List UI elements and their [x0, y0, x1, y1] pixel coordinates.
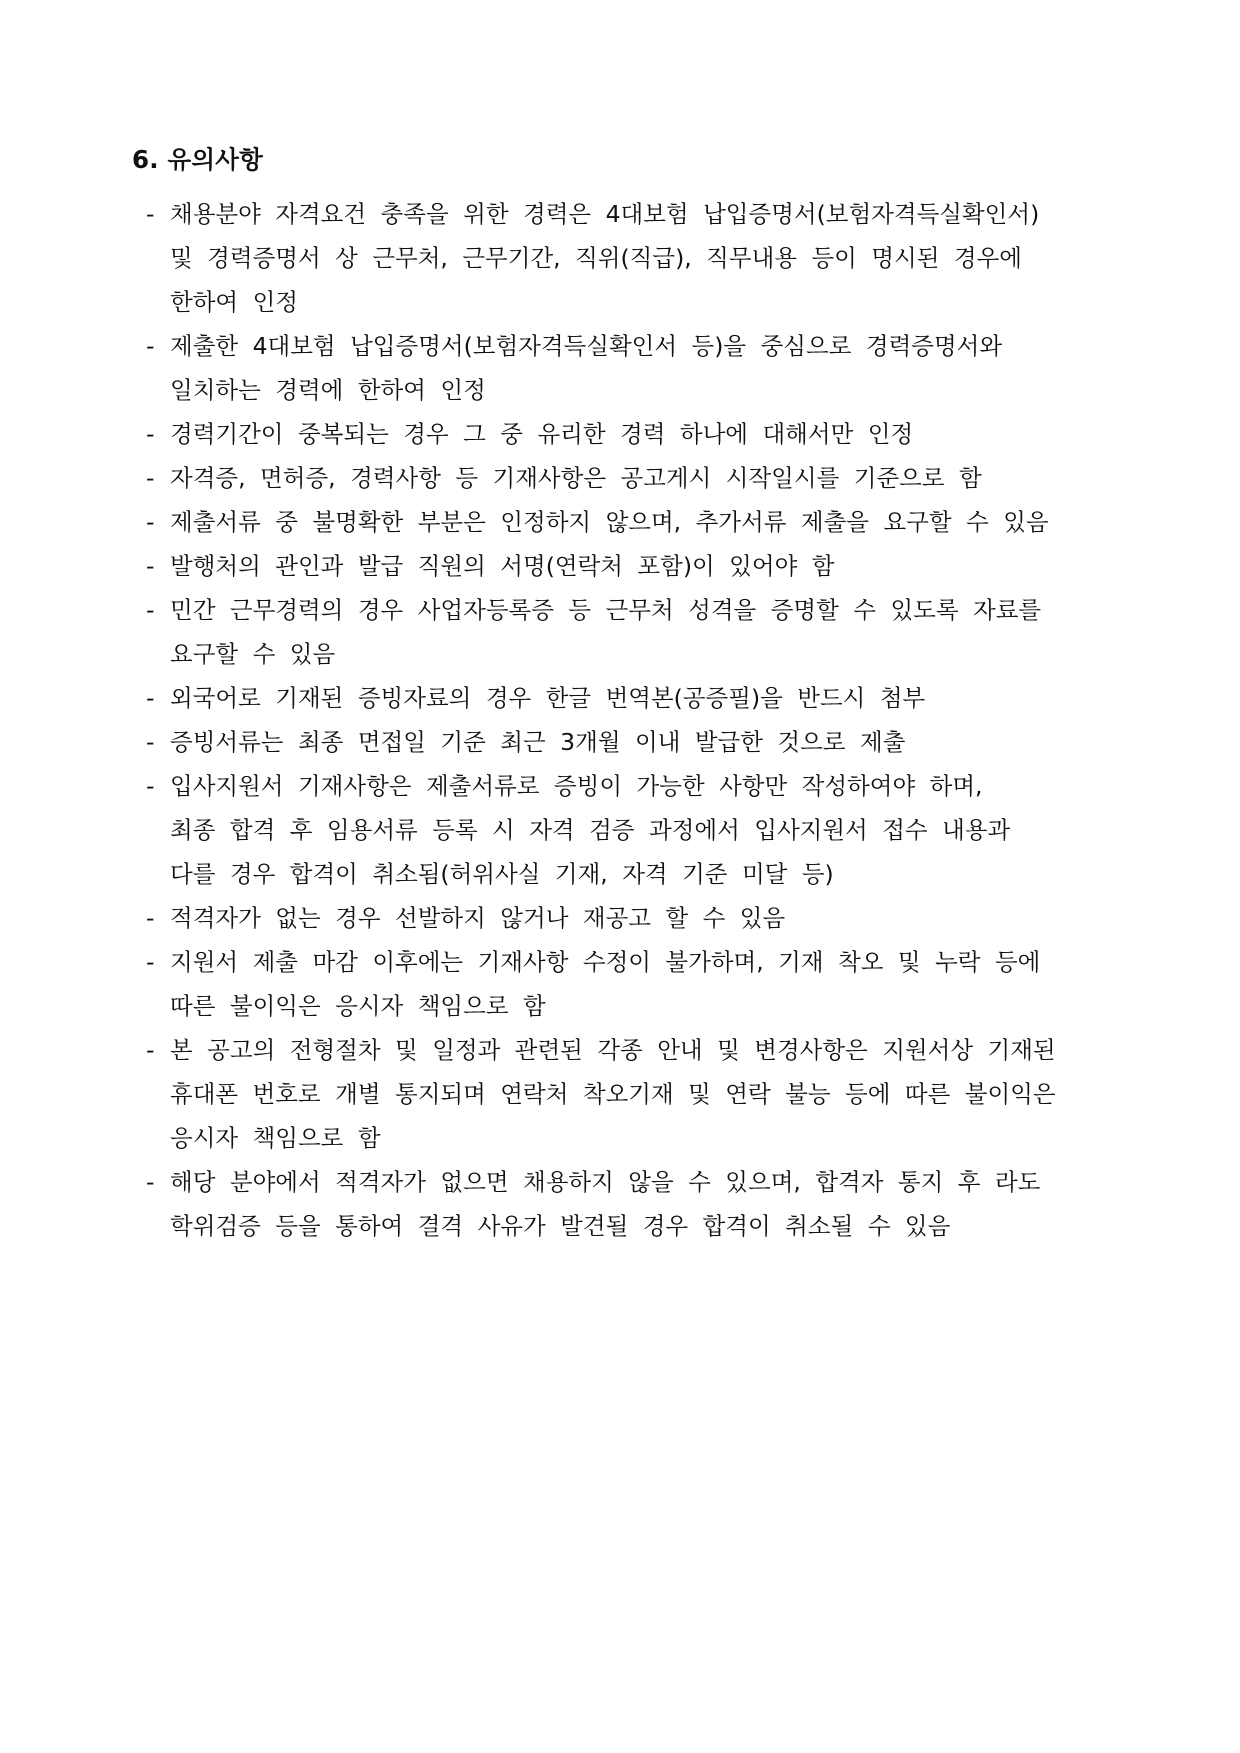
- list-item-line: 해당 분야에서 적격자가 없으면 채용하지 않을 수 있으며, 합격자 통지 후 라도: [170, 1168, 1041, 1196]
- list-item-line: 증빙서류는 최종 면접일 기준 최근 3개월 이내 발급한 것으로 제출: [170, 728, 906, 756]
- list-item-line: 채용분야 자격요건 충족을 위한 경력은 4대보험 납입증명서(보험자격득실확인서): [170, 200, 1040, 228]
- list-item-line: 민간 근무경력의 경우 사업자등록증 등 근무처 성격을 증명할 수 있도록 자료를: [170, 596, 1042, 624]
- list-item: [132, 940, 1122, 1028]
- dash-bullet: -: [146, 596, 155, 624]
- list-item-line: 다를 경우 합격이 취소됨(허위사실 기재, 자격 기준 미달 등): [170, 860, 834, 888]
- list-item: [132, 764, 1122, 896]
- list-item: [132, 500, 1122, 544]
- dash-bullet: -: [146, 1168, 155, 1196]
- list-item-line: 지원서 제출 마감 이후에는 기재사항 수정이 불가하며, 기재 착오 및 누락 등에: [170, 948, 1041, 976]
- list-item-line: 제출서류 중 불명확한 부분은 인정하지 않으며, 추가서류 제출을 요구할 수 있음: [170, 508, 1049, 536]
- list-item-line: 외국어로 기재된 증빙자료의 경우 한글 번역본(공증필)을 반드시 첨부: [170, 684, 926, 712]
- list-item: [132, 588, 1122, 676]
- list-item: [132, 1028, 1122, 1160]
- dash-bullet: -: [146, 772, 155, 800]
- list-item: [132, 324, 1122, 412]
- list-item: [132, 1160, 1122, 1248]
- dash-bullet: -: [146, 948, 155, 976]
- list-item-line: 최종 합격 후 임용서류 등록 시 자격 검증 과정에서 입사지원서 접수 내용과: [170, 816, 1011, 844]
- dash-bullet: -: [146, 332, 155, 360]
- list-item: [132, 412, 1122, 456]
- list-item: [132, 720, 1122, 764]
- dash-bullet: -: [146, 1036, 155, 1064]
- dash-bullet: -: [146, 728, 155, 756]
- list-item: [132, 896, 1122, 940]
- list-item-line: 따른 불이익은 응시자 책임으로 함: [170, 992, 546, 1020]
- dash-bullet: -: [146, 904, 155, 932]
- list-item: [132, 676, 1122, 720]
- section-heading: 6. 유의사항: [132, 145, 263, 174]
- dash-bullet: -: [146, 200, 155, 228]
- list-item-line: 휴대폰 번호로 개별 통지되며 연락처 착오기재 및 연락 불능 등에 따른 불이익은: [170, 1080, 1056, 1108]
- dash-bullet: -: [146, 684, 155, 712]
- list-item: [132, 544, 1122, 588]
- dash-bullet: -: [146, 464, 155, 492]
- list-item-line: 학위검증 등을 통하여 결격 사유가 발견될 경우 합격이 취소될 수 있음: [170, 1212, 951, 1240]
- list-item-line: 요구할 수 있음: [170, 640, 336, 668]
- list-item-line: 한하여 인정: [170, 288, 298, 316]
- list-item-line: 경력기간이 중복되는 경우 그 중 유리한 경력 하나에 대해서만 인정: [170, 420, 914, 448]
- dash-bullet: -: [146, 552, 155, 580]
- list-item: [132, 456, 1122, 500]
- list-item-line: 입사지원서 기재사항은 제출서류로 증빙이 가능한 사항만 작성하여야 하며,: [170, 772, 983, 800]
- list-item-line: 적격자가 없는 경우 선발하지 않거나 재공고 할 수 있음: [170, 904, 786, 932]
- notes-list: [132, 192, 1122, 1248]
- list-item-line: 발행처의 관인과 발급 직원의 서명(연락처 포함)이 있어야 함: [170, 552, 835, 580]
- notes-section: [132, 140, 1122, 1248]
- list-item: [132, 192, 1122, 324]
- list-item-line: 제출한 4대보험 납입증명서(보험자격득실확인서 등)을 중심으로 경력증명서와: [170, 332, 1003, 360]
- list-item-line: 본 공고의 전형절차 및 일정과 관련된 각종 안내 및 변경사항은 지원서상 기재된: [170, 1036, 1056, 1064]
- dash-bullet: -: [146, 420, 155, 448]
- list-item-line: 자격증, 면허증, 경력사항 등 기재사항은 공고게시 시작일시를 기준으로 함: [170, 464, 982, 492]
- list-item-line: 응시자 책임으로 함: [170, 1124, 381, 1152]
- list-item-line: 일치하는 경력에 한하여 인정: [170, 376, 486, 404]
- dash-bullet: -: [146, 508, 155, 536]
- list-item-line: 및 경력증명서 상 근무처, 근무기간, 직위(직급), 직무내용 등이 명시된 경우에: [170, 244, 1023, 272]
